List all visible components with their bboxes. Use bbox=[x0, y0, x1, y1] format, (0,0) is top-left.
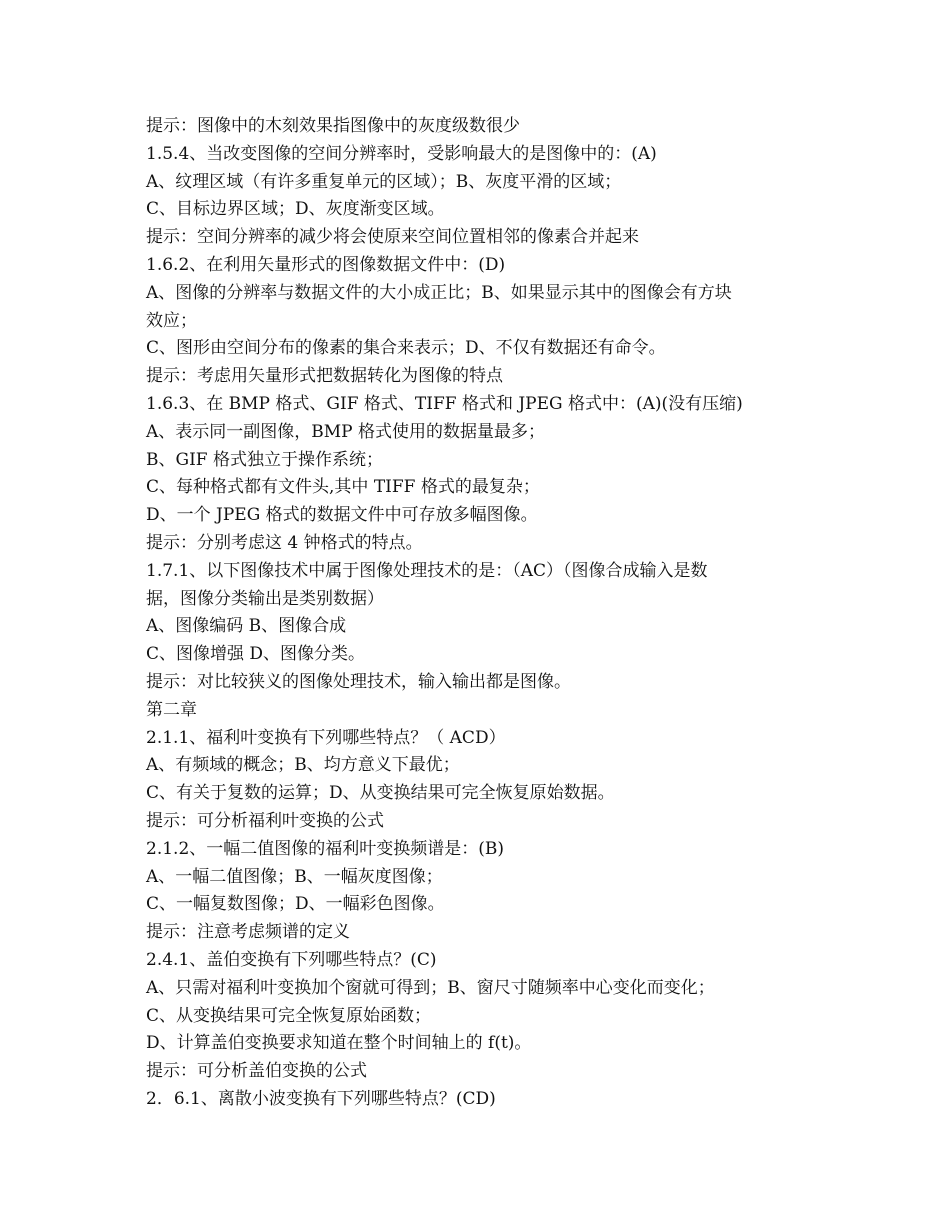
option-line: C、图形由空间分布的像素的集合来表示；D、不仅有数据还有命令。 bbox=[146, 338, 666, 359]
hint-line: 提示：空间分辨率的减少将会使原来空间位置相邻的像素合并起来 bbox=[146, 227, 639, 248]
option-line: A、只需对福利叶变换加个窗就可得到；B、窗尺寸随频率中心变化而变化； bbox=[146, 977, 715, 998]
option-line: D、计算盖伯变换要求知道在整个时间轴上的 f(t)。 bbox=[146, 1033, 532, 1054]
question-line: 2.1.2、一幅二值图像的福利叶变换频谱是：(B) bbox=[146, 838, 505, 859]
hint-line: 提示：图像中的木刻效果指图像中的灰度级数很少 bbox=[146, 116, 520, 136]
question-line-continued: 据，图像分类输出是类别数据） bbox=[146, 588, 384, 609]
question-line: 1.6.2、在利用矢量形式的图像数据文件中：(D) bbox=[146, 254, 506, 275]
option-line: A、一幅二值图像；B、一幅灰度图像； bbox=[146, 866, 443, 887]
question-line: 1.7.1、以下图像技术中属于图像处理技术的是：（AC）（图像合成输入是数 bbox=[146, 560, 708, 581]
option-line: C、从变换结果可完全恢复原始函数； bbox=[146, 1005, 432, 1026]
option-line: C、每种格式都有文件头,其中 TIFF 格式的最复杂； bbox=[146, 477, 540, 498]
document-body bbox=[146, 113, 806, 1114]
hint-line: 提示：对比较狭义的图像处理技术，输入输出都是图像。 bbox=[146, 671, 571, 692]
option-line: C、有关于复数的运算；D、从变换结果可完全恢复原始数据。 bbox=[146, 783, 615, 804]
option-line: A、图像的分辨率与数据文件的大小成正比；B、如果显示其中的图像会有方块 bbox=[146, 282, 732, 303]
option-line: A、有频域的概念；B、均方意义下最优； bbox=[146, 755, 460, 776]
hint-line: 提示：可分析福利叶变换的公式 bbox=[146, 810, 384, 831]
question-line: 1.5.4、当改变图像的空间分辨率时，受影响最大的是图像中的：(A) bbox=[146, 143, 657, 164]
option-line: D、一个 JPEG 格式的数据文件中可存放多幅图像。 bbox=[146, 505, 538, 526]
option-line: B、GIF 格式独立于操作系统； bbox=[146, 449, 383, 470]
option-line: A、表示同一副图像，BMP 格式使用的数据量最多； bbox=[146, 421, 546, 442]
question-line: 1.6.3、在 BMP 格式、GIF 格式、TIFF 格式和 JPEG 格式中：(A)(没有压缩) bbox=[146, 393, 743, 414]
question-line: 2.1.1、福利叶变换有下列哪些特点？（ ACD） bbox=[146, 727, 506, 748]
hint-line: 提示：考虑用矢量形式把数据转化为图像的特点 bbox=[146, 366, 503, 387]
option-line: C、目标边界区域；D、灰度渐变区域。 bbox=[146, 199, 445, 220]
option-line-continued: 效应； bbox=[146, 310, 197, 331]
hint-line: 提示：可分析盖伯变换的公式 bbox=[146, 1061, 367, 1082]
question-line: 2．6.1、离散小波变换有下列哪些特点？(CD) bbox=[146, 1088, 496, 1109]
hint-line: 提示：注意考虑频谱的定义 bbox=[146, 922, 350, 943]
option-line: A、纹理区域（有许多重复单元的区域）；B、灰度平滑的区域； bbox=[146, 171, 622, 192]
option-line: C、图像增强 D、图像分类。 bbox=[146, 644, 366, 665]
option-line: A、图像编码 B、图像合成 bbox=[146, 616, 347, 637]
chapter-heading: 第二章 bbox=[146, 699, 197, 720]
question-line: 2.4.1、盖伯变换有下列哪些特点？(C) bbox=[146, 949, 437, 970]
option-line: C、一幅复数图像；D、一幅彩色图像。 bbox=[146, 894, 445, 915]
hint-line: 提示：分别考虑这 4 钟格式的特点。 bbox=[146, 532, 423, 553]
